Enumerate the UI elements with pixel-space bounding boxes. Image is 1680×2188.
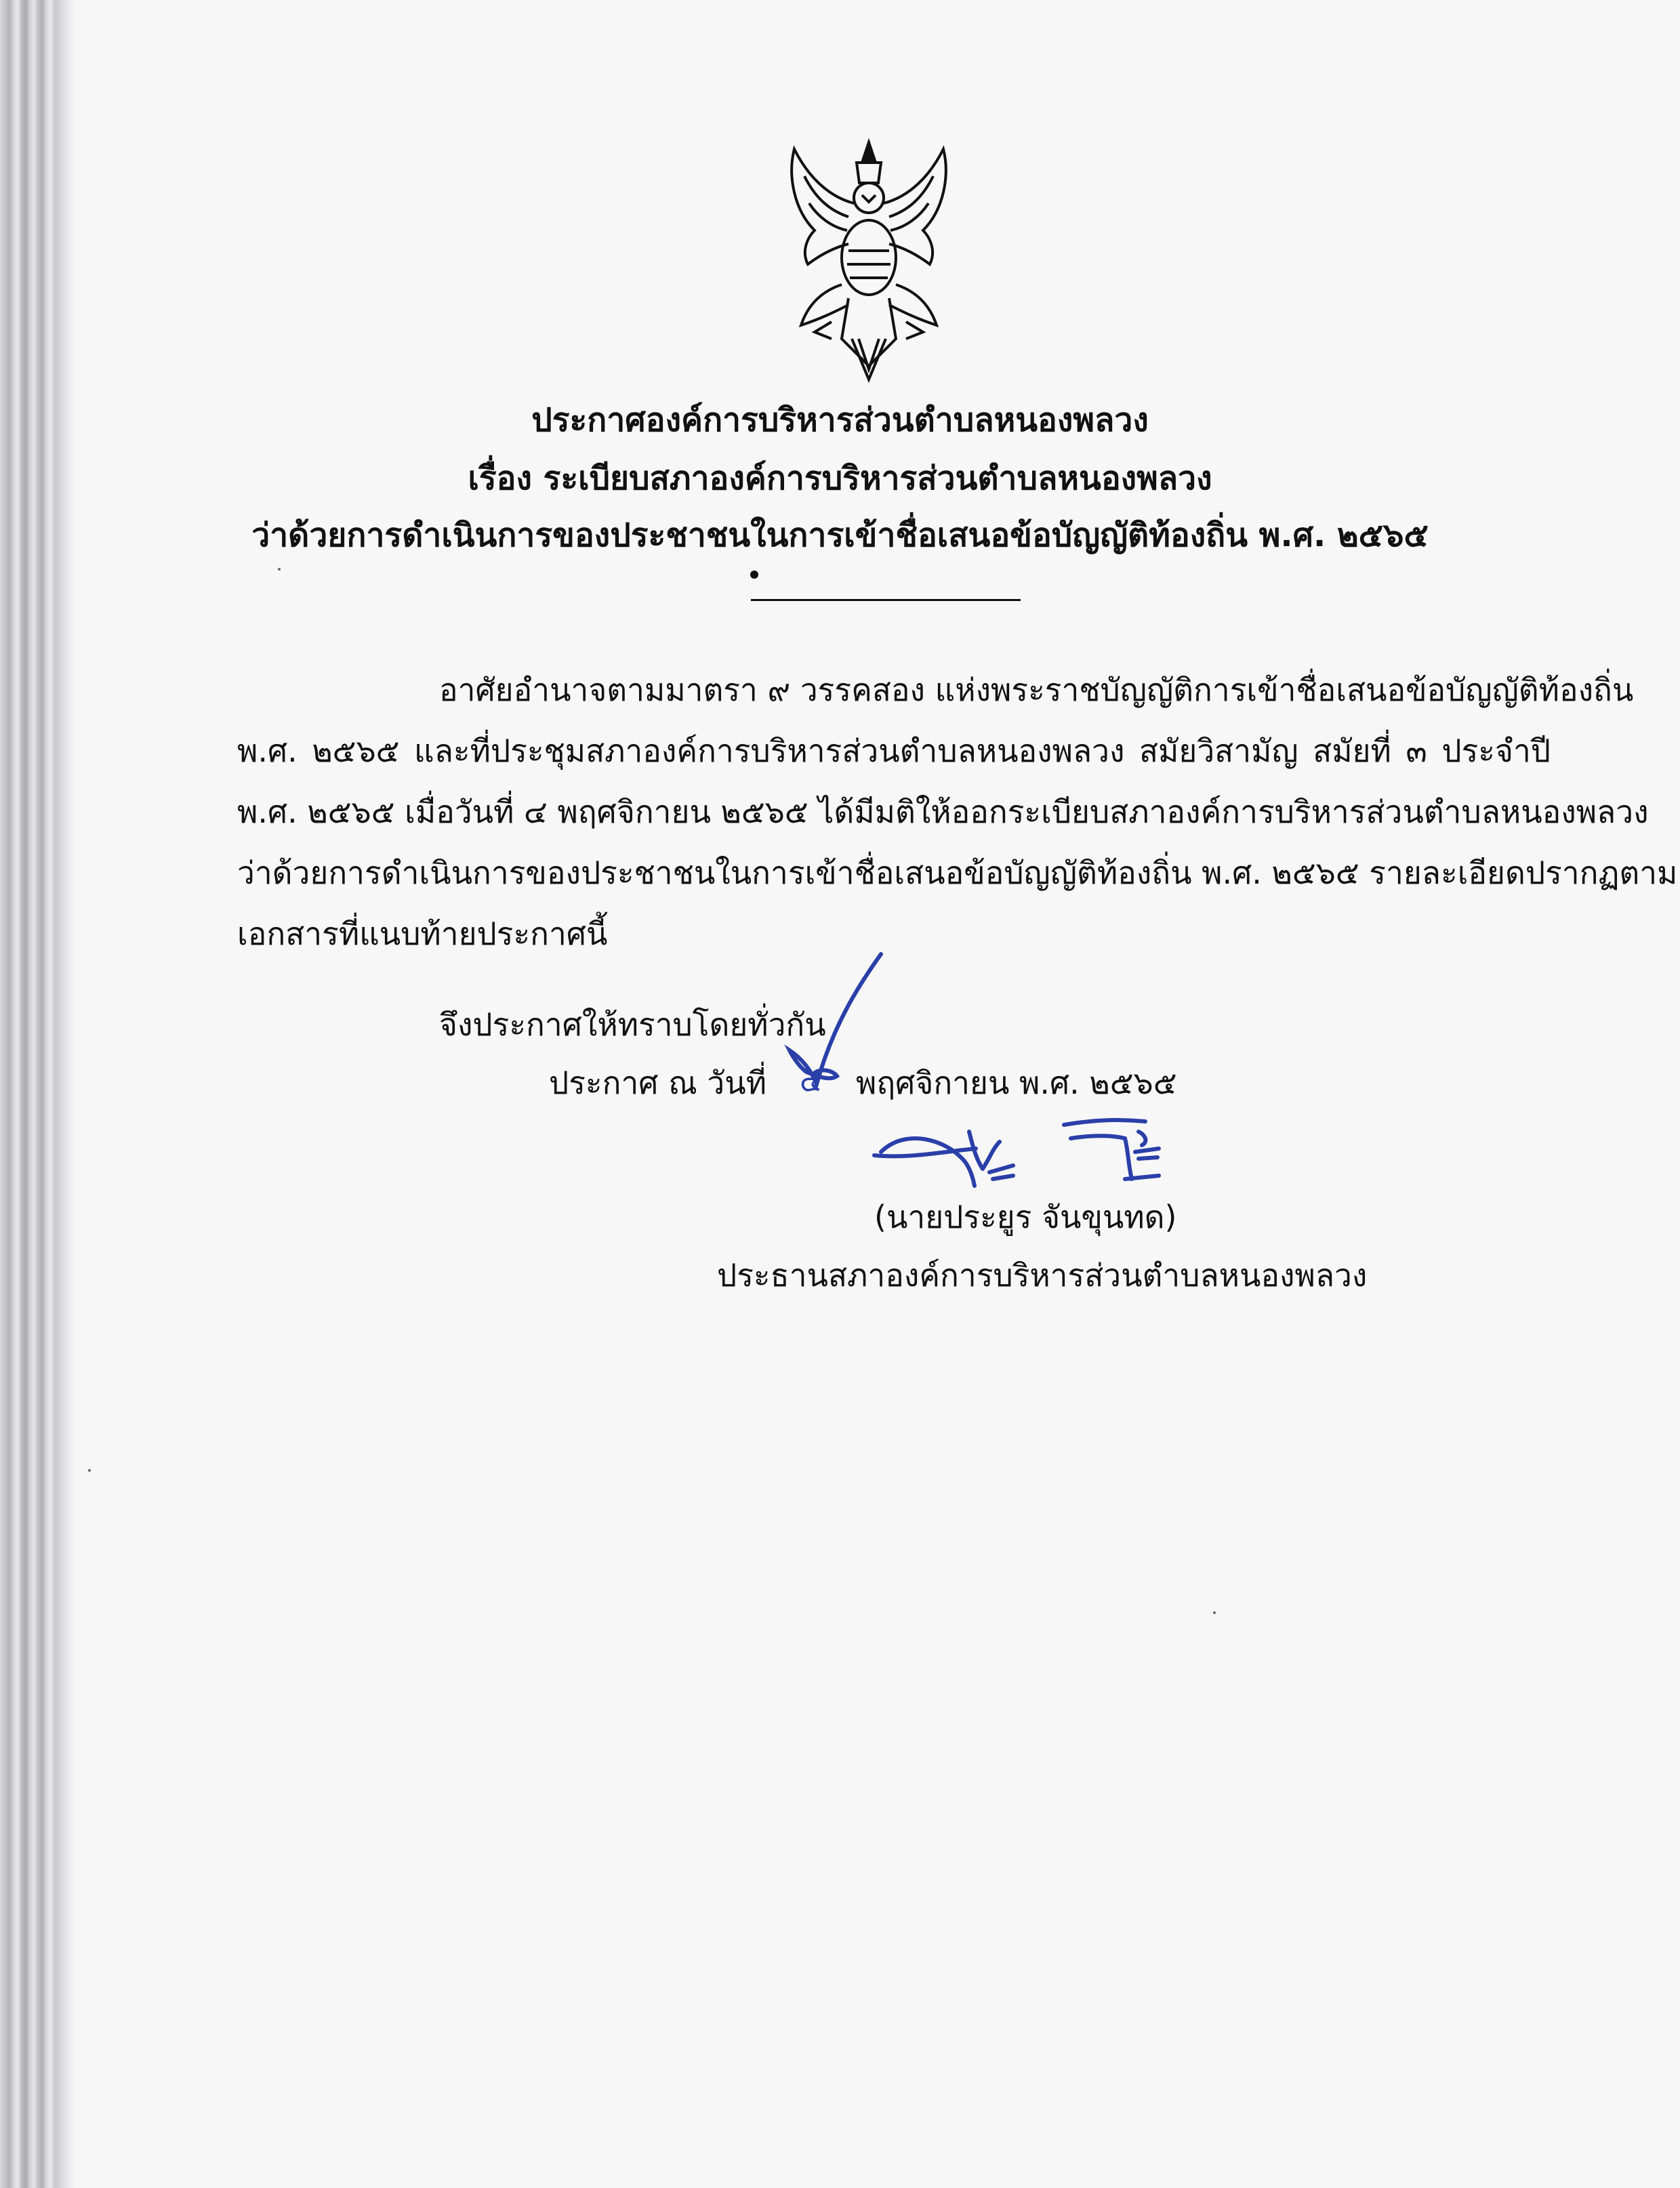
scan-speck bbox=[1213, 1611, 1216, 1614]
scan-speck bbox=[278, 568, 281, 571]
body-line: พ.ศ. ๒๕๖๕ และที่ประชุมสภาองค์การบริหารส่วนตำบลหนองพลวง สมัยวิสามัญ สมัยที่ ๓ ประจำปี bbox=[237, 732, 1551, 769]
body-line: เอกสารที่แนบท้ายประกาศนี้ bbox=[237, 915, 608, 952]
announcement-title: ประกาศองค์การบริหารส่วนตำบลหนองพลวง bbox=[531, 401, 1149, 439]
header-divider bbox=[751, 599, 1021, 601]
signatory-name: (นายประยูร จันขุนทด) bbox=[874, 1199, 1177, 1235]
body-line: ว่าด้วยการดำเนินการของประชาชนในการเข้าชื่อเสนอข้อบัญญัติท้องถิ่น พ.ศ. ๒๕๖๕ รายละเอียดปรากฏตาม bbox=[237, 854, 1678, 891]
announcement-subtitle: ว่าด้วยการดำเนินการของประชาชนในการเข้าชื่อเสนอข้อบัญญัติท้องถิ่น พ.ศ. ๒๕๖๕ bbox=[251, 516, 1429, 554]
body-line: อาศัยอำนาจตามมาตรา ๙ วรรคสอง แห่งพระราชบัญญัติการเข้าชื่อเสนอข้อบัญญัติท้องถิ่น bbox=[439, 672, 1634, 708]
date-prefix: ประกาศ ณ วันที่ bbox=[549, 1065, 767, 1101]
announcement-subject: เรื่อง ระเบียบสภาองค์การบริหารส่วนตำบลหนองพลวง bbox=[468, 459, 1212, 497]
signatory-position: ประธานสภาองค์การบริหารส่วนตำบลหนองพลวง bbox=[717, 1257, 1368, 1294]
closing-announce: จึงประกาศให้ทราบโดยทั่วกัน bbox=[439, 1006, 826, 1043]
garuda-emblem-icon bbox=[767, 136, 970, 386]
date-day: ๔ bbox=[800, 1064, 823, 1098]
signature-icon bbox=[867, 1111, 1206, 1193]
scan-speck bbox=[88, 1469, 91, 1472]
body-line: พ.ศ. ๒๕๖๕ เมื่อวันที่ ๔ พฤศจิกายน ๒๕๖๕ ได้มีมติให้ออกระเบียบสภาองค์การบริหารส่วนตำบลหนองพลวง bbox=[237, 793, 1649, 830]
date-suffix: พฤศจิกายน พ.ศ. ๒๕๖๕ bbox=[856, 1065, 1177, 1101]
bullet-dot bbox=[750, 571, 758, 579]
